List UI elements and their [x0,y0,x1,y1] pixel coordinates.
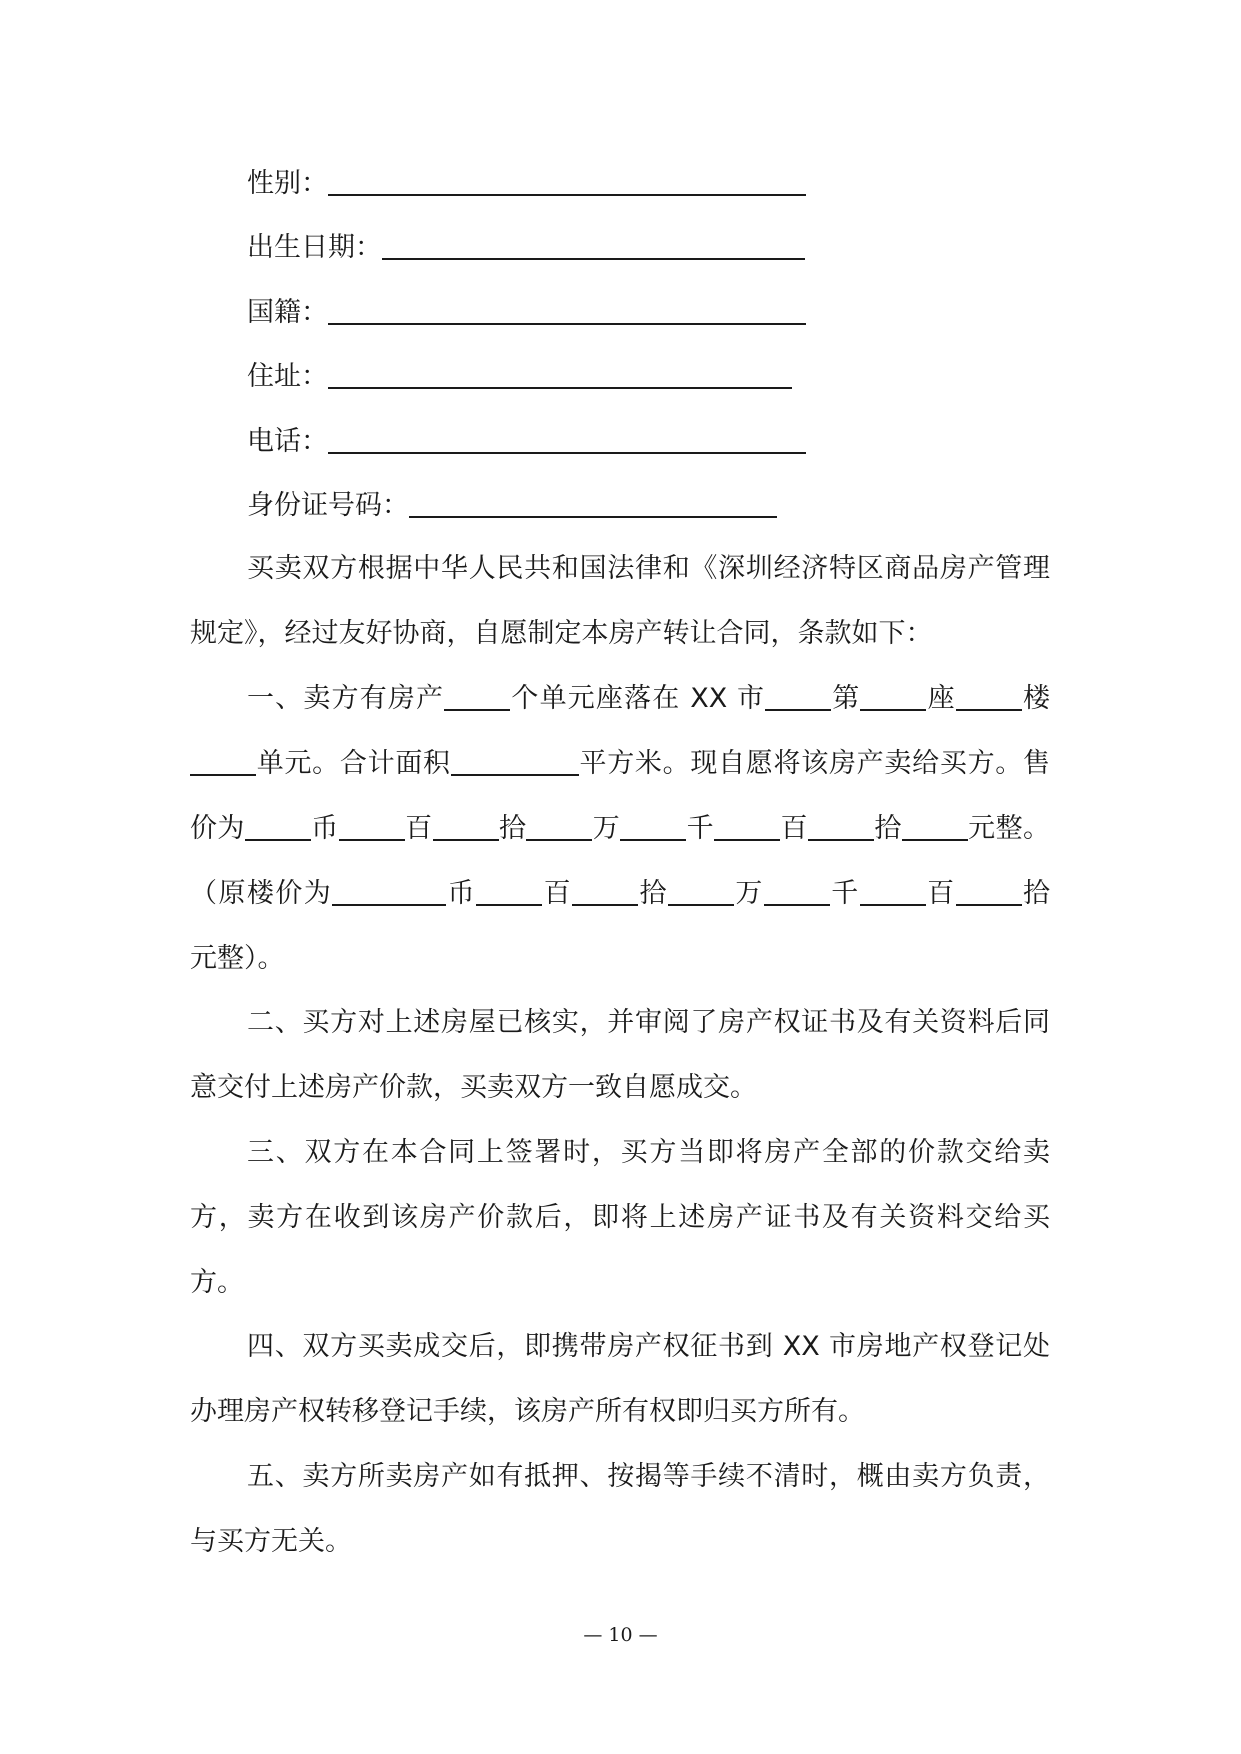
blank-line [382,232,805,260]
clause-4: 四、双方买卖成交后，即携带房产权征书到 XX 市房地产权登记处办理房产权转移登记手续，该房产所有权即归买方所有。 [190,1331,1050,1427]
field-birthdate [247,228,805,268]
text: 元整。（原楼价为 [190,813,1051,909]
text: 拾 [498,813,527,844]
blank-line [190,748,256,776]
intro-paragraph: 买卖双方根据中华人民共和国法律和《深圳经济特区商品房产管理规定》，经过友好协商，自愿制定本房产转让合同，条款如下： [190,553,1050,649]
blank-line [620,813,686,841]
field-address [247,357,792,397]
text: 楼 [1021,683,1051,714]
field-label: 电话： [247,426,328,457]
text: 平方米。现自愿将该房产卖给买方。售价为 [190,748,1051,844]
field-label: 性别： [247,168,328,199]
field-phone [247,422,806,462]
text: 百 [404,813,433,844]
blank-line [451,748,579,776]
field-nationality [247,293,806,333]
blank-line [245,813,311,841]
field-label: 出生日期： [247,232,382,263]
text: 币 [446,878,477,909]
text: 座 [926,683,956,714]
blank-line [328,297,806,325]
blank-line [526,813,592,841]
blank-line [328,361,792,389]
blank-line [956,878,1022,906]
clause-5: 五、卖方所卖房产如有抵押、按揭等手续不清时，概由卖方负责，与买方无关。 [190,1461,1050,1557]
text: 单元。合计面积 [256,748,451,779]
text: 千 [686,813,715,844]
text: 百 [542,878,573,909]
text: 百 [780,813,808,844]
blank-line [476,878,542,906]
blank-line [339,813,405,841]
page-number: — 10 — [583,1624,658,1646]
blank-line [714,813,780,841]
field-label: 住址： [247,361,328,392]
clause-2: 二、买方对上述房屋已核实，并审阅了房产权证书及有关资料后同意交付上述房产价款，买卖双方一致自愿成交。 [190,1007,1050,1103]
blank-line [860,878,926,906]
text: 万 [733,878,764,909]
text: 万 [592,813,621,844]
text: 百 [925,878,956,909]
text: 拾元整）。 [190,878,1051,974]
text: 拾 [873,813,902,844]
field-label: 身份证号码： [247,490,409,521]
blank-line [332,878,446,906]
text: 个单元座落在 XX 市 [510,683,766,714]
blank-line [765,683,831,711]
clause-1 [190,666,1050,991]
blank-line [572,878,638,906]
blank-line [328,426,806,454]
field-id-number [247,486,777,526]
blank-line [808,813,874,841]
blank-line [860,683,926,711]
text: 币 [310,813,339,844]
blank-line [956,683,1022,711]
text: 拾 [638,878,668,909]
blank-line [764,878,830,906]
text: 一、卖方有房产 [247,683,445,714]
blank-line [433,813,499,841]
field-label: 国籍： [247,297,328,328]
clause-3: 三、双方在本合同上签署时，买方当即将房产全部的价款交给卖方，卖方在收到该房产价款后，即将上述房产证书及有关资料交给买方。 [190,1137,1050,1298]
blank-line [668,878,734,906]
blank-line [328,168,806,196]
text: 第 [831,683,861,714]
text: 千 [829,878,860,909]
blank-line [409,490,777,518]
field-gender [247,164,806,204]
blank-line [902,813,968,841]
blank-line [444,683,510,711]
